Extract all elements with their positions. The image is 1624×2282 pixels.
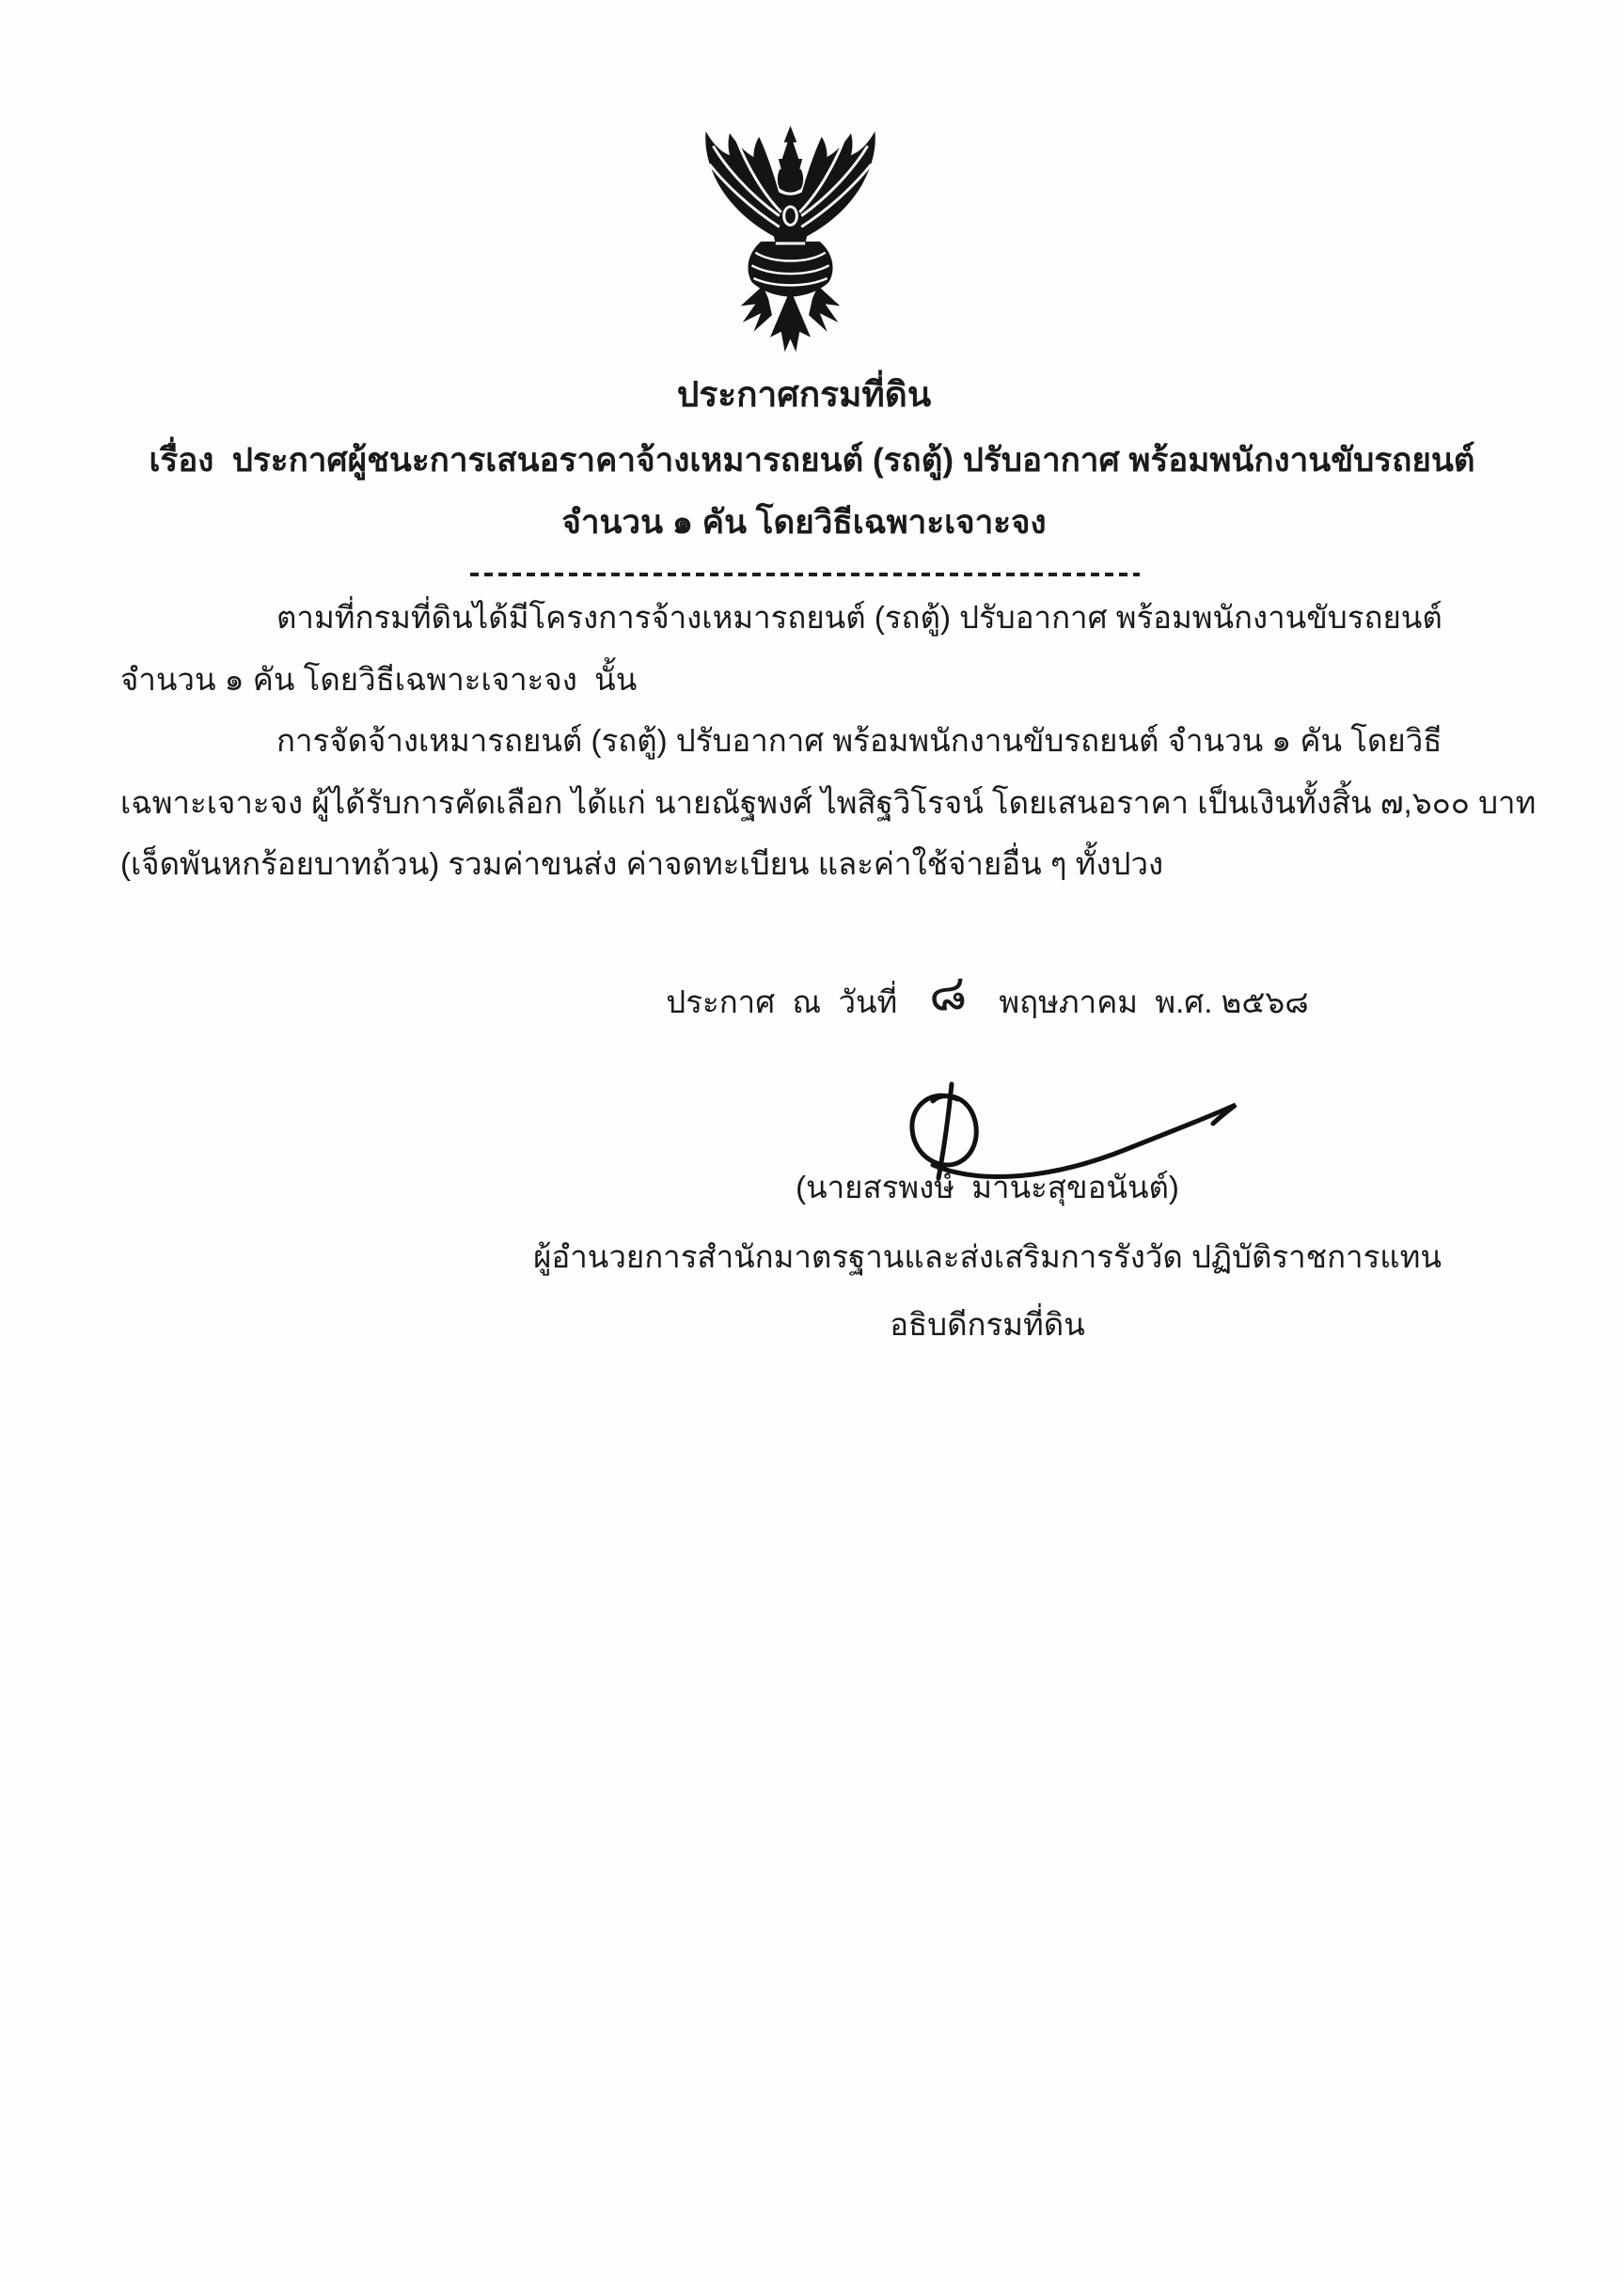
handwritten-day: ๘ [926, 965, 970, 1023]
body-line: จำนวน ๑ คัน โดยวิธีเฉพาะเจาะจง นั้น [120, 661, 638, 697]
date-prefix: ประกาศ ณ วันที่ [666, 984, 898, 1019]
subject-line-2: จำนวน ๑ คัน โดยวิธีเฉพาะเจาะจง [561, 504, 1047, 541]
body-line: (เจ็ดพันหกร้อยบาทถ้วน) รวมค่าขนส่ง ค่าจดทะเบียน และค่าใช้จ่ายอื่น ๆ ทั้งปวง [120, 846, 1164, 881]
subject-line-1: เรื่อง ประกาศผู้ชนะการเสนอราคาจ้างเหมารถยนต์ (รถตู้) ปรับอากาศ พร้อมพนักงานขับรถยนต์ [149, 442, 1475, 479]
body-line: ตามที่กรมที่ดินได้มีโครงการจ้างเหมารถยนต์ (รถตู้) ปรับอากาศ พร้อมพนักงานขับรถยนต์ [276, 600, 1443, 635]
garuda-emblem [689, 120, 891, 357]
body-text [120, 587, 1537, 895]
document-title: ประกาศกรมที่ดิน [676, 375, 932, 414]
signatory-name: (นายสรพงษ์ มานะสุขอนันต์) [796, 1170, 1179, 1204]
date-suffix: พฤษภาคม พ.ศ. ๒๕๖๘ [999, 984, 1309, 1019]
body-line: การจัดจ้างเหมารถยนต์ (รถตู้) ปรับอากาศ พร้อมพนักงานขับรถยนต์ จำนวน ๑ คัน โดยวิธี [276, 723, 1443, 758]
dashed-divider [470, 573, 1140, 576]
signatory-position: ผู้อำนวยการสำนักมาตรฐานและส่งเสริมการรังวัด ปฏิบัติราชการแทน [533, 1239, 1442, 1274]
body-line: เฉพาะเจาะจง ผู้ได้รับการคัดเลือก ได้แก่ นายณัฐพงศ์ ไพสิฐวิโรจน์ โดยเสนอราคา เป็นเงินทั้งสิ้น ๗,๖๐๐ บาท [120, 784, 1537, 820]
signatory-on-behalf: อธิบดีกรมที่ดิน [890, 1307, 1085, 1342]
announcement-date-line [357, 967, 1617, 1027]
